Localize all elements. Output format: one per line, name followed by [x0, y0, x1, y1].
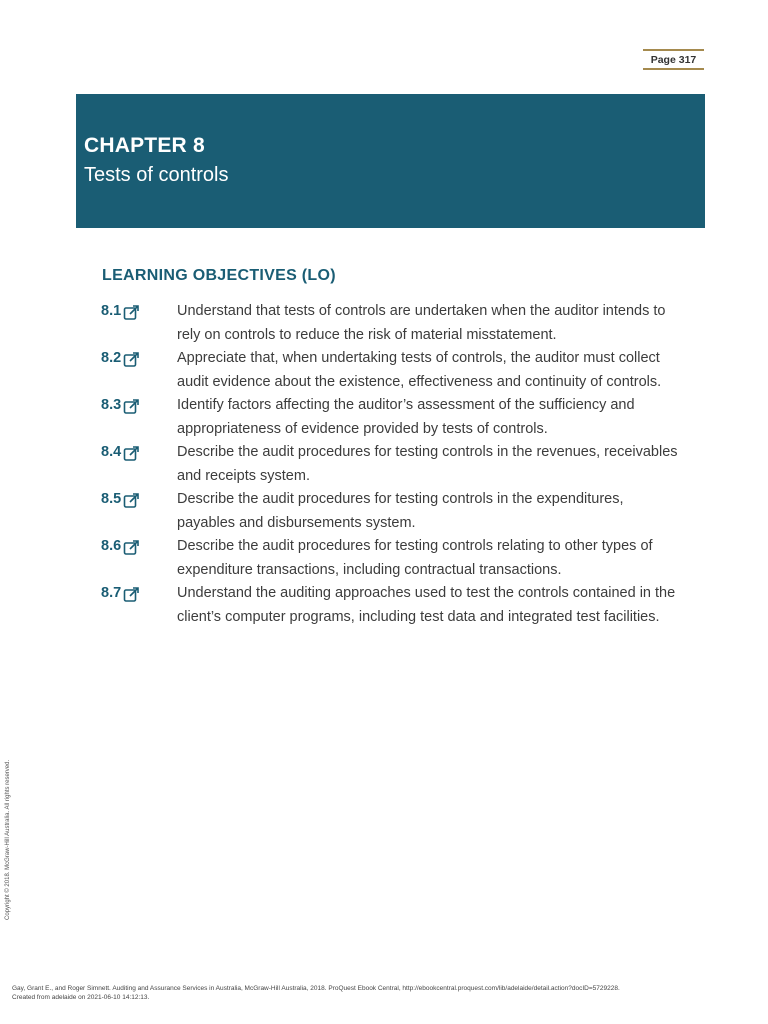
objective-item	[101, 488, 681, 535]
created-timestamp: Created from adelaide on 2021-06-10 14:12:13.	[12, 993, 150, 1001]
objective-number-label: 8.7	[101, 585, 122, 601]
objective-number-label: 8.2	[101, 350, 122, 366]
objective-number-label: 8.6	[101, 538, 122, 554]
objective-text: Describe the audit procedures for testing controls relating to other types of expenditure transactions, including contractual transactions.	[177, 538, 653, 578]
objective-item	[101, 535, 681, 582]
objective-number-label: 8.5	[101, 491, 122, 507]
chapter-banner	[76, 94, 705, 228]
external-link-icon[interactable]	[123, 304, 140, 321]
objective-text: Describe the audit procedures for testing controls in the revenues, receivables and receipts system.	[177, 444, 678, 484]
objective-number	[101, 535, 177, 582]
objective-item	[101, 300, 681, 347]
objective-number	[101, 441, 177, 488]
objective-number-label: 8.4	[101, 444, 122, 460]
citation-text: Gay, Grant E., and Roger Simnett. Auditing and Assurance Services in Australia, McGraw-Hill Australia, 2018. ProQuest Ebook Central, http://ebookcentral.proquest.com/lib/adelaide/detail.action?docID=5729228.	[12, 985, 620, 992]
objective-number	[101, 300, 177, 347]
objective-number	[101, 582, 177, 629]
objective-number-label: 8.1	[101, 303, 122, 319]
objective-item	[101, 582, 681, 629]
objective-text: Understand the auditing approaches used to test the controls contained in the client’s computer programs, including test data and integrated test facilities.	[177, 585, 676, 625]
objective-number-label: 8.3	[101, 397, 122, 413]
learning-objectives-heading: LEARNING OBJECTIVES (LO)	[102, 267, 336, 284]
page-number-label: Page 317	[643, 49, 704, 70]
objective-text: Describe the audit procedures for testing controls in the expenditures, payables and disbursements system.	[177, 491, 624, 531]
objective-text: Understand that tests of controls are undertaken when the auditor intends to rely on controls to reduce the risk of material misstatement.	[177, 303, 666, 343]
objective-text: Appreciate that, when undertaking tests of controls, the auditor must collect audit evidence about the existence, effectiveness and continuity of controls.	[177, 350, 662, 390]
external-link-icon[interactable]	[123, 445, 140, 462]
chapter-number: CHAPTER 8	[84, 134, 205, 157]
objective-number	[101, 347, 177, 394]
side-copyright-notice: Copyright © 2018. McGraw-Hill Australia. All rights reserved.	[5, 759, 11, 920]
objective-item	[101, 394, 681, 441]
external-link-icon[interactable]	[123, 398, 140, 415]
objective-item	[101, 347, 681, 394]
external-link-icon[interactable]	[123, 539, 140, 556]
external-link-icon[interactable]	[123, 492, 140, 509]
chapter-title: Tests of controls	[84, 164, 229, 186]
objective-number	[101, 488, 177, 535]
objective-number	[101, 394, 177, 441]
objective-item	[101, 441, 681, 488]
external-link-icon[interactable]	[123, 586, 140, 603]
objective-text: Identify factors affecting the auditor’s assessment of the sufficiency and appropriateness of evidence provided by tests of controls.	[177, 397, 635, 437]
footer-citation	[12, 985, 762, 1002]
learning-objectives-list	[101, 300, 681, 629]
external-link-icon[interactable]	[123, 351, 140, 368]
